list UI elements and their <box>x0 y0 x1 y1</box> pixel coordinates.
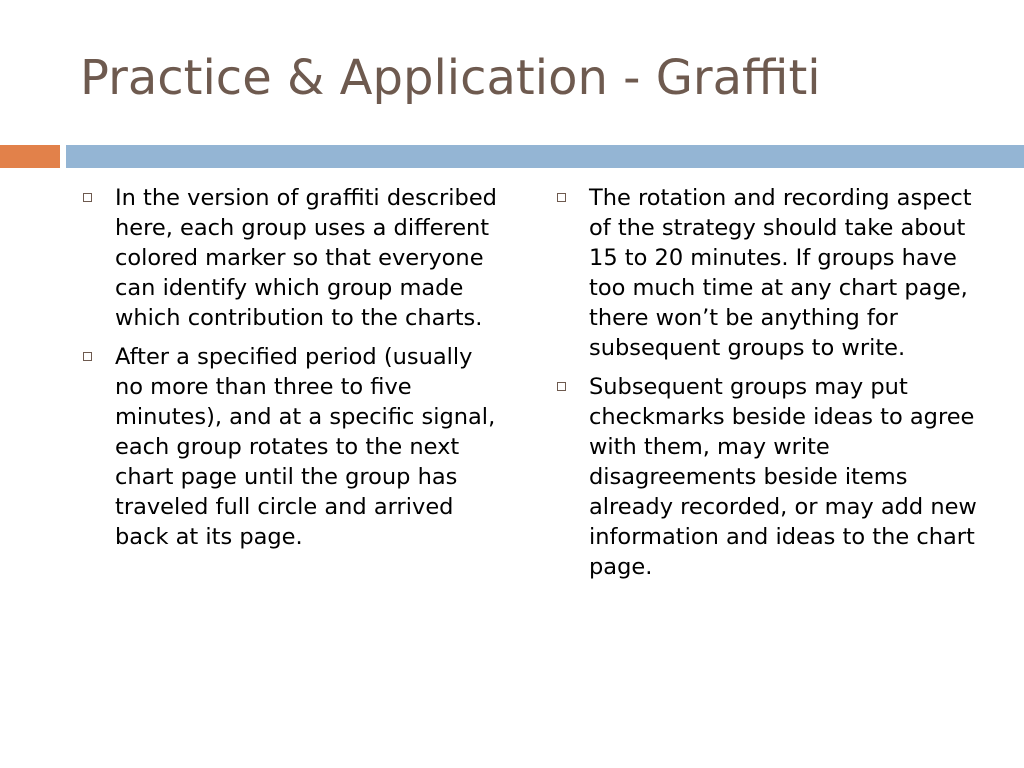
square-bullet-icon <box>557 193 566 202</box>
bullet-item <box>80 342 500 552</box>
bullet-text: Subsequent groups may put checkmarks beside ideas to agree with them, may write disagreements beside items already recorded, or may add new information and ideas to the chart page. <box>589 374 977 580</box>
slide-title: Practice & Application - Graffiti <box>80 50 821 106</box>
bullet-item <box>554 372 994 582</box>
right-column <box>554 183 994 591</box>
bullet-text: The rotation and recording aspect of the strategy should take about 15 to 20 minutes. If groups have too much time at any chart page, there won’t be anything for subsequent groups to write. <box>589 185 972 361</box>
accent-bar-orange <box>0 145 60 168</box>
left-column <box>80 183 500 561</box>
bullet-item <box>80 183 500 333</box>
bullet-text: After a specified period (usually no more than three to five minutes), and at a specific signal, each group rotates to the next chart page until the group has traveled full circle and arrived back at its page. <box>115 344 496 550</box>
bullet-text: In the version of graffiti described here, each group uses a different colored marker so that everyone can identify which group made which contribution to the charts. <box>115 185 497 331</box>
square-bullet-icon <box>557 382 566 391</box>
accent-bar-blue <box>66 145 1024 168</box>
square-bullet-icon <box>83 193 92 202</box>
bullet-item <box>554 183 994 363</box>
square-bullet-icon <box>83 352 92 361</box>
